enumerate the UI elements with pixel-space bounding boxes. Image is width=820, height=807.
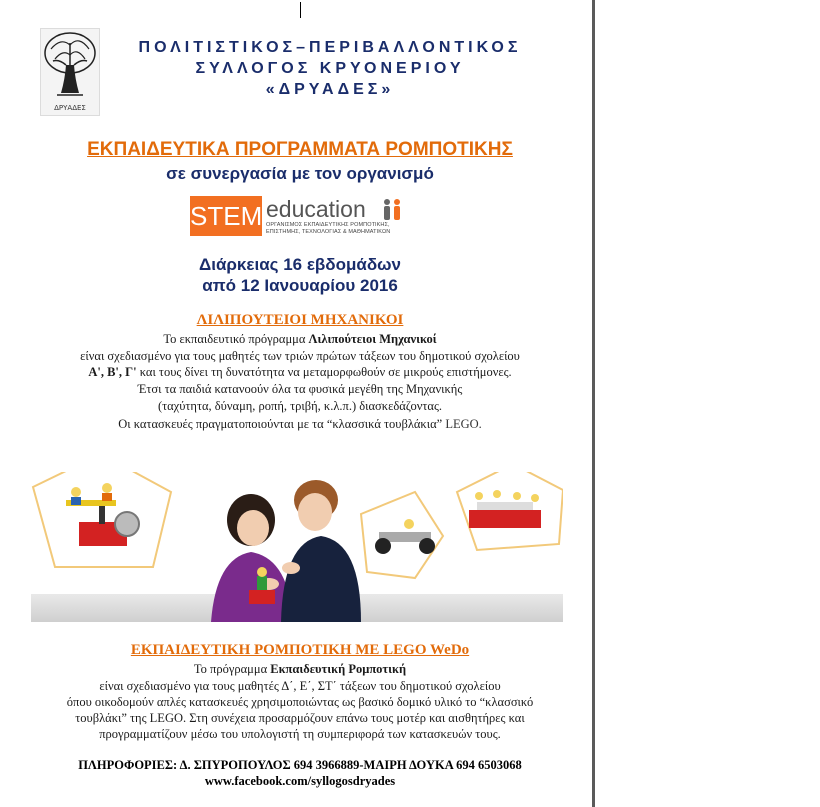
boy-figure — [281, 480, 361, 622]
text-run: Το πρόγραμμα — [193, 662, 271, 676]
page-subtitle: σε συνεργασία με τον οργανισμό — [166, 164, 434, 183]
section-1-title: ΛΙΛΙΠΟΥΤΕΙΟΙ ΜΗΧΑΝΙΚΟΙ — [196, 312, 404, 328]
program-name: Λιλιπούτειοι Μηχανικοί — [308, 332, 437, 346]
stem-education-logo — [190, 196, 415, 242]
program-name: Εκπαιδευτική Ρομποτική — [270, 662, 407, 676]
section-2-line-5: προγραμματίζουν μέσω του υπολογιστή τη συμπεριφορά των κατασκευών τους. — [99, 727, 501, 741]
lego-car-model — [361, 492, 443, 578]
people-icon — [380, 198, 404, 222]
lego-kids-photo — [31, 472, 563, 622]
section-1-line-2: είναι σχεδιασμένο για τους μαθητές των τριών πρώτων τάξεων του δημοτικού σχολείου — [80, 349, 520, 363]
logo-caption: ΔΡΥΑΔΕΣ — [54, 104, 86, 112]
text-cursor — [300, 2, 301, 18]
education-label: education — [266, 196, 366, 222]
photo-illustration — [31, 472, 563, 622]
page-title: ΕΚΠΑΙΔΕΥΤΙΚΑ ΠΡΟΓΡΑΜΜΑΤΑ ΡΟΜΠΟΤΙΚΗΣ — [87, 139, 513, 160]
section-2-line-2: είναι σχεδιασμένο για τους μαθητές Δ΄, Ε΄, ΣΤ΄ τάξεων του δημοτικού σχολείου — [99, 679, 501, 693]
grades: Α', Β', Γ' — [88, 365, 137, 379]
lego-seesaw-model — [33, 472, 171, 567]
header-line-1: ΠΟΛΙΤΙΣΤΙΚΟΣ–ΠΕΡΙΒΑΛΛΟΝΤΙΚΟΣ — [138, 39, 522, 56]
section-1-line-5: (ταχύτητα, δύναμη, ροπή, τριβή, κ.λ.π.) διασκεδάζοντας. — [157, 399, 443, 413]
section-1-line-6 — [20, 416, 580, 432]
workspace-background — [595, 0, 820, 807]
section-2-title: ΕΚΠΑΙΔΕΥΤΙΚΗ ΡΟΜΠΟΤΙΚΗ ΜΕ LEGO WeDo — [130, 642, 470, 658]
tree-logo-icon — [41, 29, 99, 101]
club-logo — [40, 28, 100, 116]
section-1-line-4: Έτσι τα παιδιά κατανοούν όλα τα φυσικά μεγέθη της Μηχανικής — [137, 382, 463, 396]
facebook-link[interactable]: www.facebook.com/syllogosdryades — [204, 774, 396, 788]
duration-line-1: Διάρκειας 16 εβδομάδων — [199, 255, 401, 274]
text-run: και τους δίνει τη δυνατότητα να μεταμορφωθούν σε μικρούς επιστήμονες. — [136, 365, 512, 379]
text-run: Το εκπαιδευτικό πρόγραμμα — [163, 332, 309, 346]
contact-info: ΠΛΗΡΟΦΟΡΙΕΣ: Δ. ΣΠΥΡΟΠΟΥΛΟΣ 694 3966889-ΜΑΙΡΗ ΔΟΥΚΑ 694 6503068 — [78, 758, 522, 772]
lego-word: LEGO. — [445, 417, 482, 431]
stem-label: STEM — [190, 196, 262, 236]
header-line-2: ΣΥΛΛΟΓΟΣ ΚΡΥΟΝΕΡΙΟΥ — [195, 60, 465, 77]
stem-tagline: ΟΡΓΑΝΙΣΜΟΣ ΕΚΠΑΙΔΕΥΤΙΚΗΣ ΡΟΜΠΟΤΙΚΗΣ, ΕΠΙΣΤΗΜΗΣ, ΤΕΧΝΟΛΟΓΙΑΣ & ΜΑΘΗΜΑΤΙΚΩΝ — [266, 222, 391, 235]
duration-line-2: από 12 Ιανουαρίου 2016 — [202, 276, 398, 295]
text-run: Οι κατασκευές πραγματοποιούνται με τα “κλασσικά τουβλάκια” — [118, 417, 446, 431]
section-2-line-1 — [20, 661, 580, 677]
section-1-line-1 — [20, 331, 580, 347]
section-2-line-4: τουβλάκι” της LEGO. Στη συνέχεια προσαρμόζουν επάνω τους μοτέρ και αισθητήρες και — [75, 711, 525, 725]
lego-carousel-model — [457, 472, 563, 550]
section-1-line-3 — [20, 364, 580, 380]
section-2-line-3: όπου οικοδομούν απλές κατασκευές χρησιμοποιώντας ως βασικό δομικό υλικό το “κλασσικό — [66, 695, 534, 709]
header-line-3: «ΔΡΥΑΔΕΣ» — [265, 81, 395, 98]
